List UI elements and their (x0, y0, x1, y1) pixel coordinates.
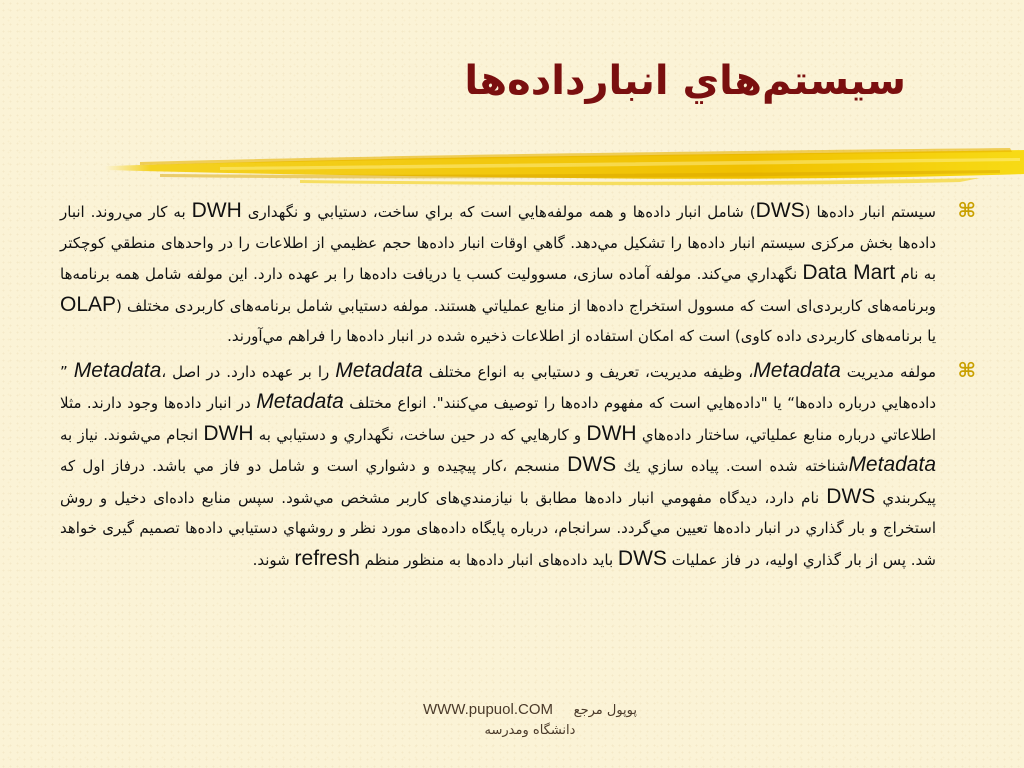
slide-title: سیستم‌هاي انبارداده‌ها (464, 58, 906, 104)
text-run: را بر عهده دارد. در اصل ، (161, 362, 336, 381)
command-key-icon: ⌘ (957, 357, 976, 382)
term-metadata: Metadata (256, 390, 344, 413)
term-olap: OLAP (60, 292, 117, 316)
term-metadata: Metadata (335, 358, 423, 382)
command-key-icon: ⌘ (957, 198, 976, 222)
term-dws: DWS (567, 453, 617, 476)
text-run: مولفه مديريت (840, 362, 937, 381)
bullet-metadata (60, 356, 978, 576)
bullet-list (60, 196, 978, 575)
text-run: انجام مي‌شوند. نياز به (60, 425, 204, 444)
text-run: نام دارد، ديدگاه مفهومي انبار داده‌ها مطابق با نيازمندي‌های کاربر مشخص مي‌شود. سپس منابع داده‌ای دخيل و روش استخراج و بار گذاري در انبار داده‌ها تعيين مي‌گردد. سرانجام، درباره پايگاه داده‌های مورد نظر و روشهاي دستيابي داده‌ها تصميم گيری خواهد شد. پس از بار گذاري اوليه، در فاز عمليات (60, 488, 936, 569)
term-metadata: Metadata (73, 358, 162, 382)
term-refresh: refresh (294, 546, 360, 570)
brush-stroke-divider (100, 140, 1024, 190)
term-metadata: Metadata (848, 453, 936, 476)
paragraph-dws (60, 196, 936, 352)
text-run: سیستم انبار داده‌ها ( (804, 203, 936, 221)
text-run: ، وظيفه مديريت، تعريف و دستيابي به انواع مختلف (422, 362, 754, 381)
term-dws: DWS (826, 484, 876, 508)
footer-brand: پوپول مرجع (573, 703, 638, 718)
footer-url-link[interactable]: WWW.pupuol.COM (422, 701, 553, 718)
text-run: ) شامل انبار داده‌ها و همه مولفه‌هايي است که براي ساخت، دستيابي و نگهداری (241, 203, 756, 221)
text-run: شوند. (252, 550, 295, 569)
text-run: منسجم ،کار پيچيده و دشواري است و شامل دو فاز مي باشد. درفاز اول که پيکربندي (60, 457, 936, 507)
footer-line-1 (300, 700, 760, 721)
text-run: يا برنامه‌های کاربردی داده کاوی) است که امکان استفاده از اطلاعات ذخیره شده در انبار داده‌ها را فراهم مي‌آورند. (227, 327, 936, 345)
text-run: نگهداري مي‌کند. مولفه آماده سازی، مسوولیت کسب يا دريافت داده‌ها را بر عهده دارد. اين مولفه شامل همه برنامه‌ها وبرنامه‌های کاربردی‌ای است که مسوول استخراج داده‌ها از منابع عملياتي هستند. مولفه دستيابي شامل برنامه‌های کاربردی مختلف ( (60, 265, 936, 315)
term-dws: DWS (617, 546, 667, 570)
text-run: در انبار داده‌ها وجود دارند. مثلا اطلاعاتي درباره منابع عملياتي، ساختار داده‌هاي (60, 394, 936, 444)
bullet-dws (60, 196, 978, 352)
footer (300, 700, 760, 741)
text-run: ” داده‌هايي درباره داده‌ها“ يا "داده‌هايي است که مفهوم داده‌ها را توصيف مي‌کنند". انواع مختلف (60, 362, 936, 412)
term-dwh: DWH (203, 421, 254, 445)
term-dwh: DWH (586, 421, 637, 445)
term-metadata: Metadata (753, 358, 841, 382)
text-run: بايد داده‌های انبار داده‌ها به منظور منظم (359, 550, 618, 569)
text-run: به کار مي‌روند. انبار داده‌ها بخش مرکزی سیستم انبار داده‌ها را تشکیل مي‌دهد. گاهي اوقات انبار داده‌ها حجم عظيمي از اطلاعات را در واحدهای منطقي کوچکتر به نام (60, 203, 936, 283)
text-run: و کارهايي که در حين ساخت، نگهداري و دستيابي به (253, 425, 587, 444)
footer-tagline: دانشگاه ومدرسه (484, 723, 576, 738)
term-dwh: DWH (191, 199, 242, 222)
term-data-mart: Data Mart (802, 261, 896, 284)
term-dws: DWS (755, 199, 805, 222)
text-run: شناخته شده است. پياده سازي يك (616, 457, 849, 475)
paragraph-metadata (60, 356, 936, 576)
